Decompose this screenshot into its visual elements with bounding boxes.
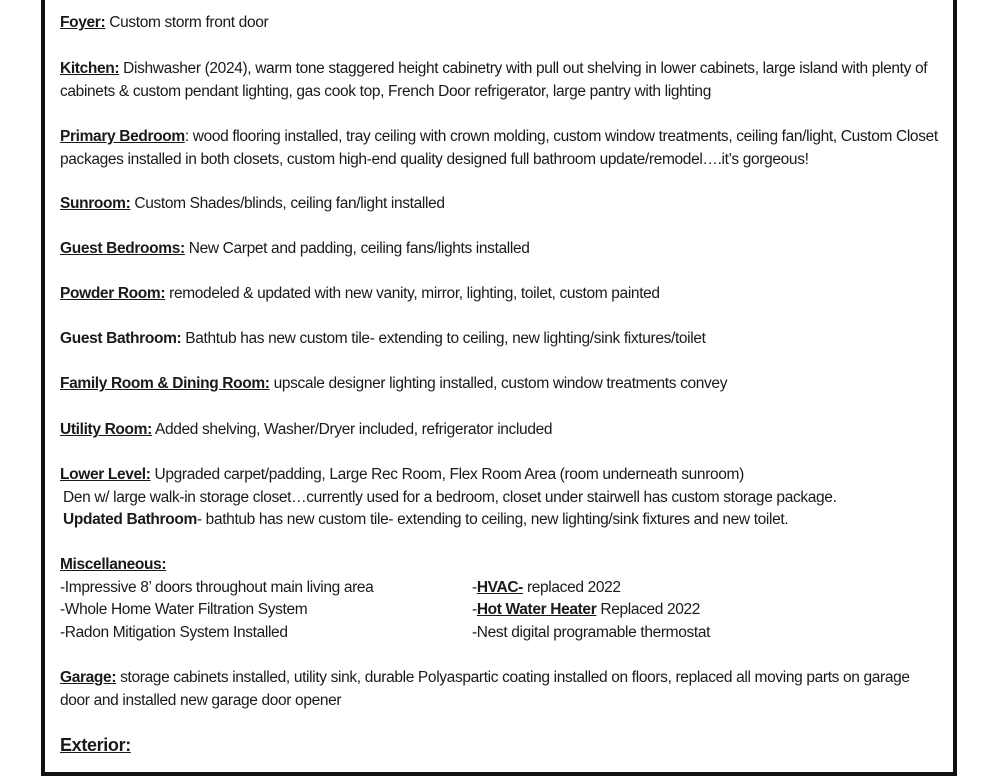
garage-section: [60, 667, 940, 712]
misc-item-radon: -Radon Mitigation System Installed: [60, 623, 288, 641]
primary-bedroom-label: Primary Bedroom: [60, 128, 185, 145]
misc-water-prefix: -: [472, 601, 477, 618]
kitchen-section: [60, 58, 940, 103]
family-dining-label: Family Room & Dining Room:: [60, 375, 270, 392]
family-dining-section: [60, 373, 940, 396]
foyer-text: Custom storm front door: [105, 14, 269, 31]
sunroom-section: [60, 193, 940, 216]
lower-level-label: Lower Level:: [60, 466, 151, 483]
sunroom-label: Sunroom:: [60, 195, 131, 212]
powder-room-text: remodeled & updated with new vanity, mirror, lighting, toilet, custom painted: [165, 285, 660, 302]
utility-room-text: Added shelving, Washer/Dryer included, refrigerator included: [151, 421, 553, 438]
misc-item-doors: -Impressive 8’ doors throughout main living area: [60, 578, 374, 596]
exterior-section: [60, 734, 940, 759]
exterior-heading: Exterior:: [60, 735, 131, 755]
guest-bedrooms-text: New Carpet and padding, ceiling fans/lights installed: [184, 240, 530, 257]
kitchen-text-1: Dishwasher (2024), warm tone staggered height cabinetry with pull out shelving in lower cabinets, large island with plenty of: [119, 60, 928, 77]
lower-level-text-1: Upgraded carpet/padding, Large Rec Room, Flex Room Area (room underneath sunroom): [150, 466, 744, 483]
kitchen-text-2: cabinets & custom pendant lighting, gas cook top, French Door refrigerator, large pantry with lighting: [60, 82, 711, 100]
misc-hvac-text: replaced 2022: [523, 578, 621, 596]
updated-bathroom-text: - bathtub has new custom tile- extending to ceiling, new lighting/sink fixtures and new toilet.: [196, 511, 789, 528]
primary-bedroom-section: [60, 126, 940, 171]
garage-text-2: door and installed new garage door opener: [60, 691, 342, 709]
utility-room-label: Utility Room:: [60, 421, 152, 438]
guest-bedrooms-section: [60, 238, 940, 261]
guest-bedrooms-label: Guest Bedrooms:: [60, 240, 185, 257]
misc-item-thermostat: -Nest digital programable thermostat: [472, 623, 711, 641]
powder-room-label: Powder Room:: [60, 285, 166, 302]
miscellaneous-section: [60, 554, 940, 644]
family-dining-text: upscale designer lighting installed, custom window treatments convey: [269, 375, 728, 392]
primary-bedroom-text-2: packages installed in both closets, custom high-end quality designed full bathroom update/remodel….it’s gorgeous!: [60, 150, 809, 168]
foyer-section: [60, 12, 940, 35]
misc-item-water-filtration: -Whole Home Water Filtration System: [60, 601, 308, 618]
miscellaneous-label: Miscellaneous:: [60, 556, 167, 573]
garage-label: Garage:: [60, 669, 117, 686]
misc-water-heater-text: Replaced 2022: [596, 601, 701, 618]
misc-hvac-prefix: -: [472, 578, 477, 596]
updated-bathroom-label: Updated Bathroom: [63, 511, 197, 528]
foyer-label: Foyer:: [60, 14, 106, 31]
utility-room-section: [60, 419, 940, 442]
kitchen-label: Kitchen:: [60, 60, 120, 77]
sunroom-text: Custom Shades/blinds, ceiling fan/light installed: [130, 195, 445, 212]
misc-hvac-label: HVAC-: [476, 578, 523, 596]
misc-water-heater-label: Hot Water Heater: [476, 601, 597, 618]
lower-level-section: [60, 464, 940, 532]
primary-bedroom-text-1: : wood flooring installed, tray ceiling with crown molding, custom window treatments, ceiling fan/light, Custom Closet: [184, 128, 938, 145]
lower-level-text-2: Den w/ large walk-in storage closet…currently used for a bedroom, closet under stairwell has custom storage package.: [63, 488, 837, 506]
powder-room-section: [60, 283, 940, 306]
guest-bathroom-section: [60, 328, 940, 351]
guest-bathroom-text: Bathtub has new custom tile- extending to ceiling, new lighting/sink fixtures/toilet: [181, 330, 706, 347]
garage-text-1: storage cabinets installed, utility sink, durable Polyaspartic coating installed on floors, replaced all moving parts on garage: [116, 669, 910, 686]
guest-bathroom-label: Guest Bathroom:: [60, 330, 182, 347]
